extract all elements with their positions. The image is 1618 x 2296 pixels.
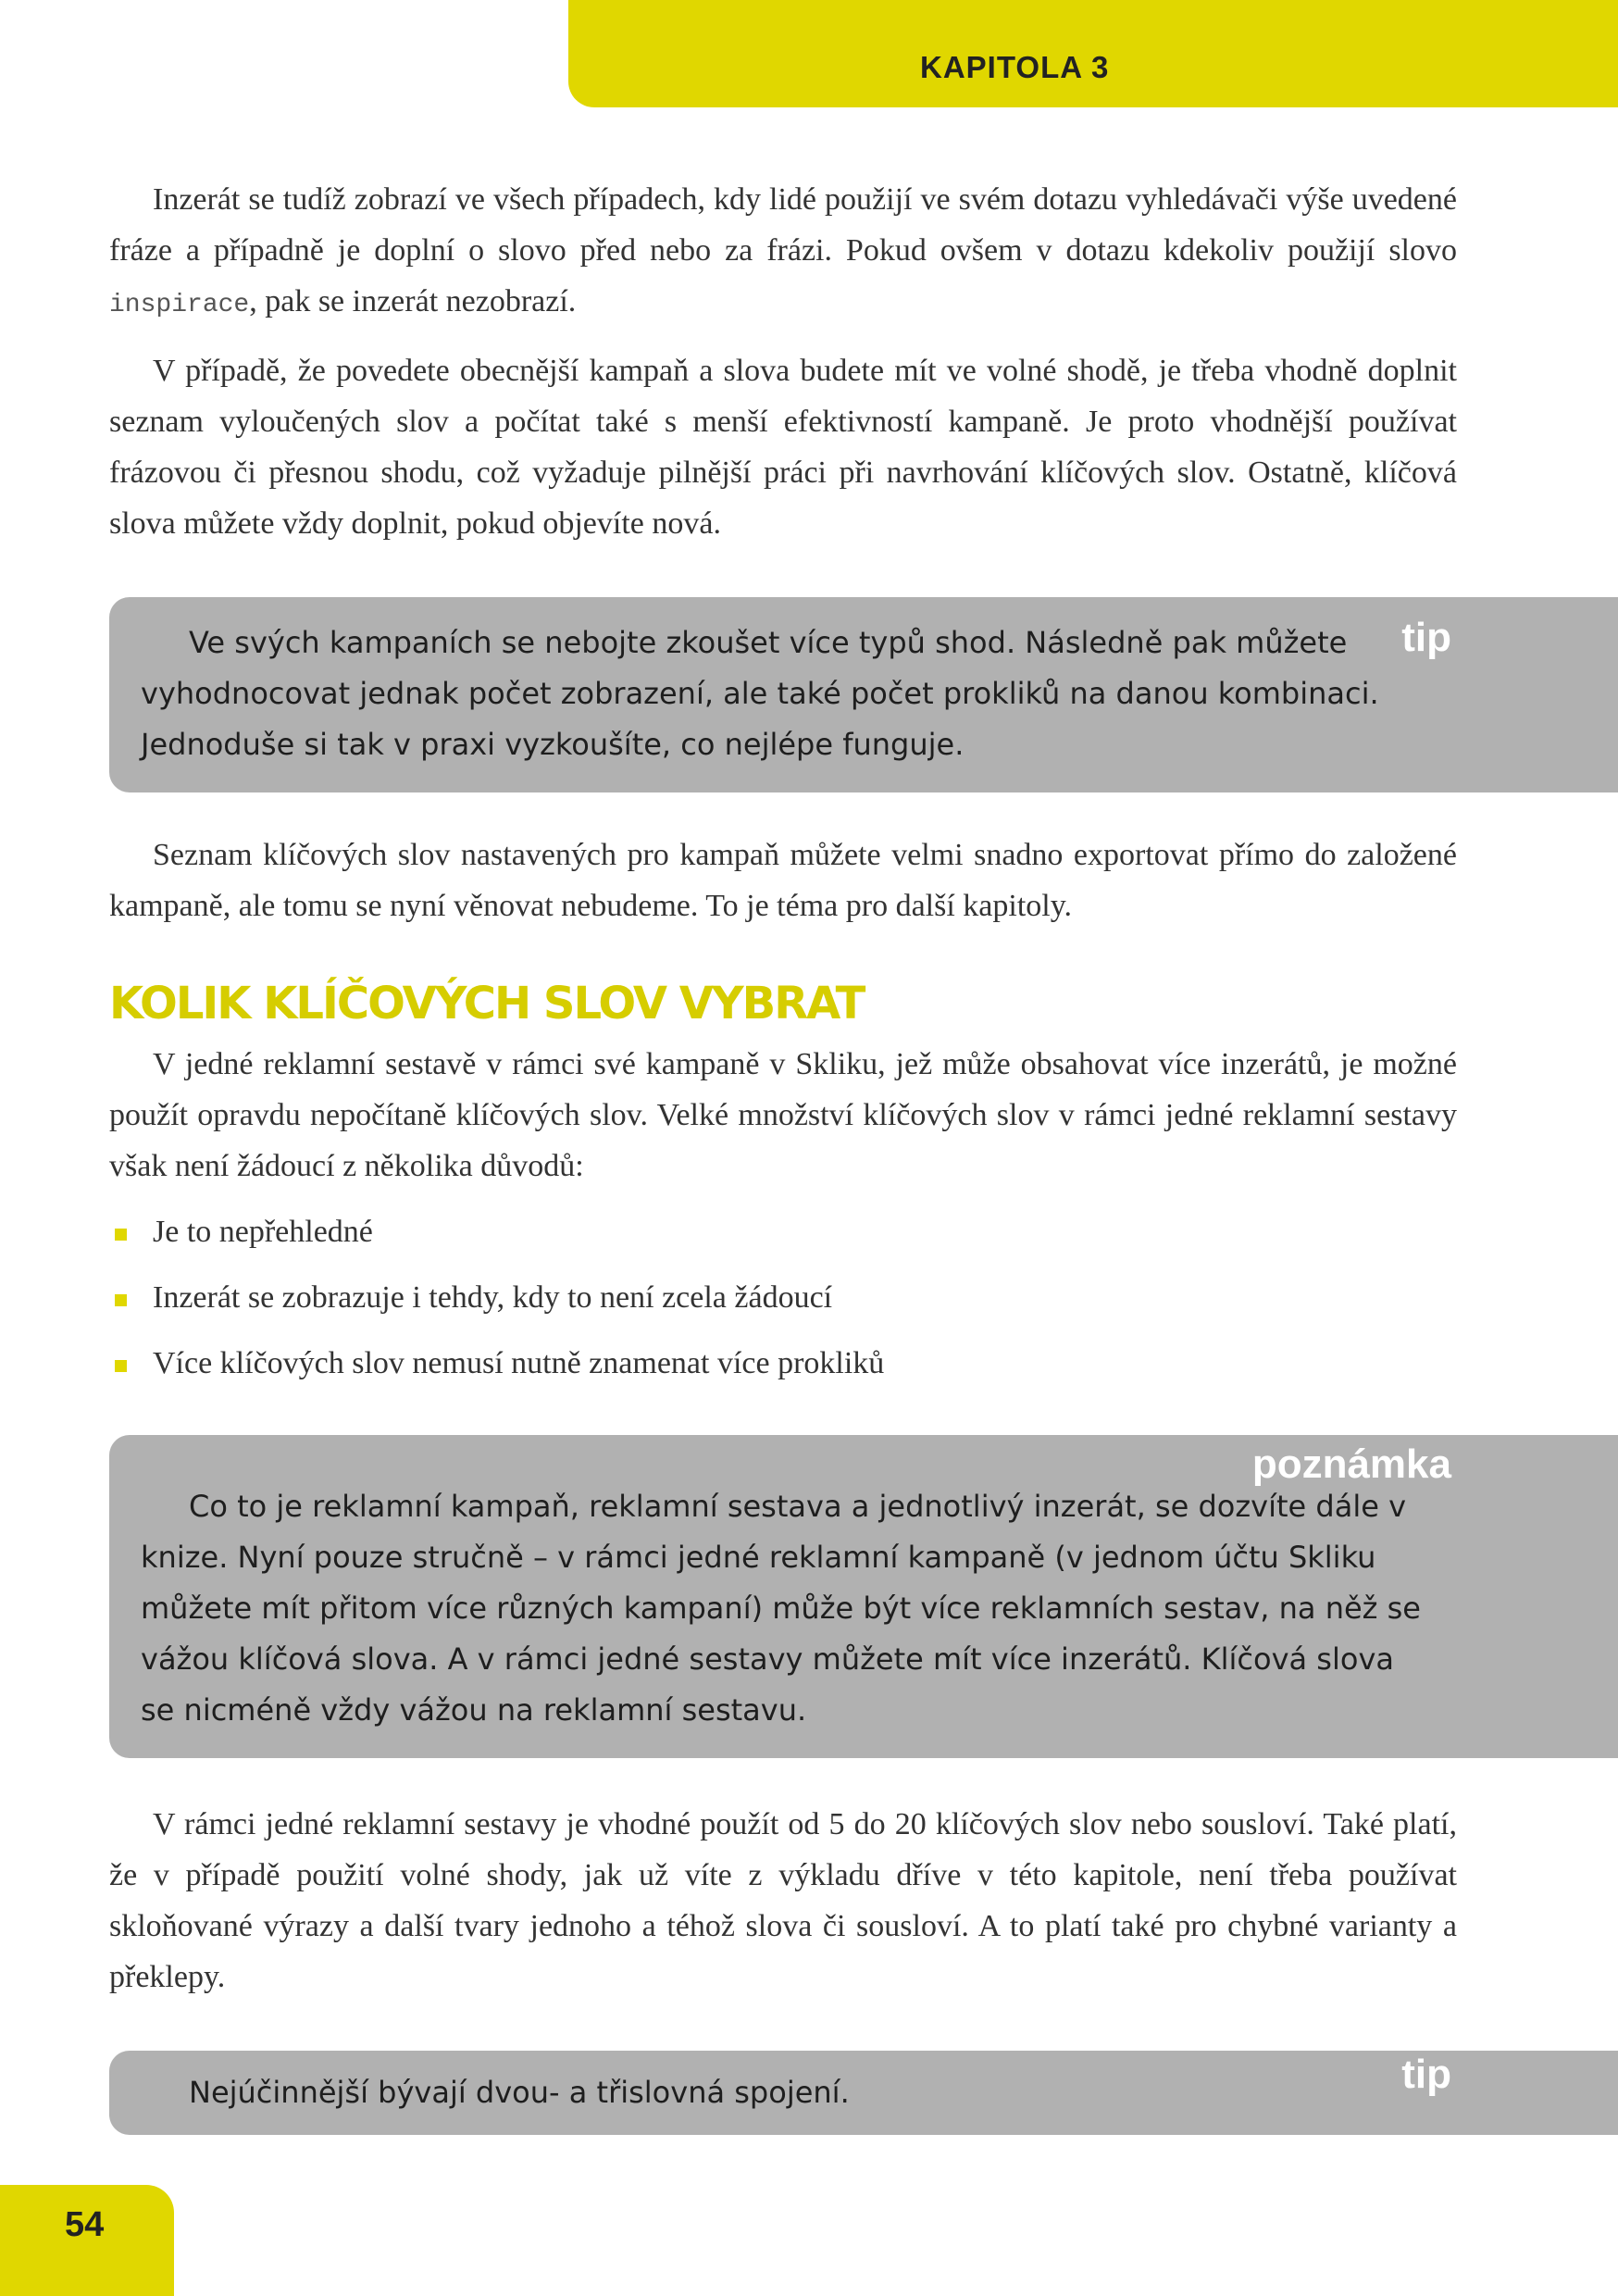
tip-text: Ve svých kampaních se nebojte zkoušet více typů shod. Následně pak můžete vyhodnocovat jednak počet zobrazení, ale také počet prokliků na danou kombinaci. Jednoduše si tak v praxi vyzkoušíte, co nejlépe funguje. xyxy=(141,625,1379,762)
list-item: Je to nepřehledné xyxy=(109,1206,1457,1257)
note-box xyxy=(109,1435,1618,1758)
chapter-header-tab xyxy=(568,0,1618,107)
page-number: 54 xyxy=(65,2205,105,2244)
tip-text: Nejúčinnější bývají dvou- a třislovná spojení. xyxy=(189,2075,850,2110)
list-item: Inzerát se zobrazuje i tehdy, kdy to není zcela žádoucí xyxy=(109,1272,1457,1323)
paragraph-1-text-b: , pak se inzerát nezobrazí. xyxy=(249,284,577,318)
paragraph-4: V rámci jedné reklamní sestavy je vhodné použít od 5 do 20 klíčových slov nebo sousloví. Také platí, že v případě použití volné shody, jak už víte z výkladu dříve v této kapitole, není třeba používat skloňované výrazy a další tvary jednoho a téhož slova či sousloví. A to platí také pro chybné varianty a překlepy. xyxy=(109,1807,1457,1994)
chapter-label: KAPITOLA 3 xyxy=(920,50,1110,84)
paragraph-2: V případě, že povedete obecnější kampaň a slova budete mít ve volné shodě, je třeba vhodně doplnit seznam vyloučených slov a počítat také s menší efektivností kampaně. Je proto vhodnější používat frázovou či přesnou shodu, což vyžaduje pilnější práci při navrhování klíčových slov. Ostatně, klíčová slova můžete vždy doplnit, pokud objevíte nová. xyxy=(109,354,1457,541)
tip-box-1 xyxy=(109,597,1618,792)
bullet-square-icon xyxy=(115,1360,127,1372)
section-intro: V jedné reklamní sestavě v rámci své kampaně v Skliku, jež může obsahovat více inzerátů, je možné použít opravdu nepočítaně klíčových slov. Velké množství klíčových slov v rámci jedné reklamní sestavy však není žádoucí z několika důvodů: xyxy=(109,1047,1457,1183)
tip-label: tip xyxy=(1401,615,1451,660)
note-label: poznámka xyxy=(1251,1441,1451,1487)
paragraph-1-text-a: Inzerát se tudíž zobrazí ve všech případech, kdy lidé použijí ve svém dotazu vyhledávači výše uvedené fráze a případně je doplní o slovo před nebo za frázi. Pokud ovšem v dotazu kdekoliv použijí slovo xyxy=(109,182,1457,268)
note-text: Co to je reklamní kampaň, reklamní sestava a jednotlivý inzerát, se dozvíte dále v knize. Nyní pouze stručně – v rámci jedné reklamní kampaně (v jednom účtu Skliku můžete mít přitom více různých kampaní) může být více reklamních sestav, na něž se vážou klíčová slova. A v rámci jedné sestavy můžete mít více inzerátů. Klíčová slova se nicméně vždy vážou na reklamní sestavu. xyxy=(141,1489,1421,1728)
paragraph-1 xyxy=(109,174,1457,331)
tip-label: tip xyxy=(1401,2052,1451,2097)
page-number-tab xyxy=(0,2185,174,2296)
paragraph-3: Seznam klíčových slov nastavených pro kampaň můžete velmi snadno exportovat přímo do založené kampaně, ale tomu se nyní věnovat nebudeme. To je téma pro další kapitoly. xyxy=(109,838,1457,923)
bullet-square-icon xyxy=(115,1229,127,1241)
bullet-list xyxy=(109,1206,1457,1389)
page-content xyxy=(109,174,1457,2135)
bullet-square-icon xyxy=(115,1294,127,1306)
list-item: Více klíčových slov nemusí nutně znamenat více prokliků xyxy=(109,1338,1457,1389)
inline-code: inspirace xyxy=(109,291,250,319)
section-heading: KOLIK KLÍČOVÝCH SLOV VYBRAT xyxy=(109,978,865,1029)
tip-box-2 xyxy=(109,2051,1618,2135)
